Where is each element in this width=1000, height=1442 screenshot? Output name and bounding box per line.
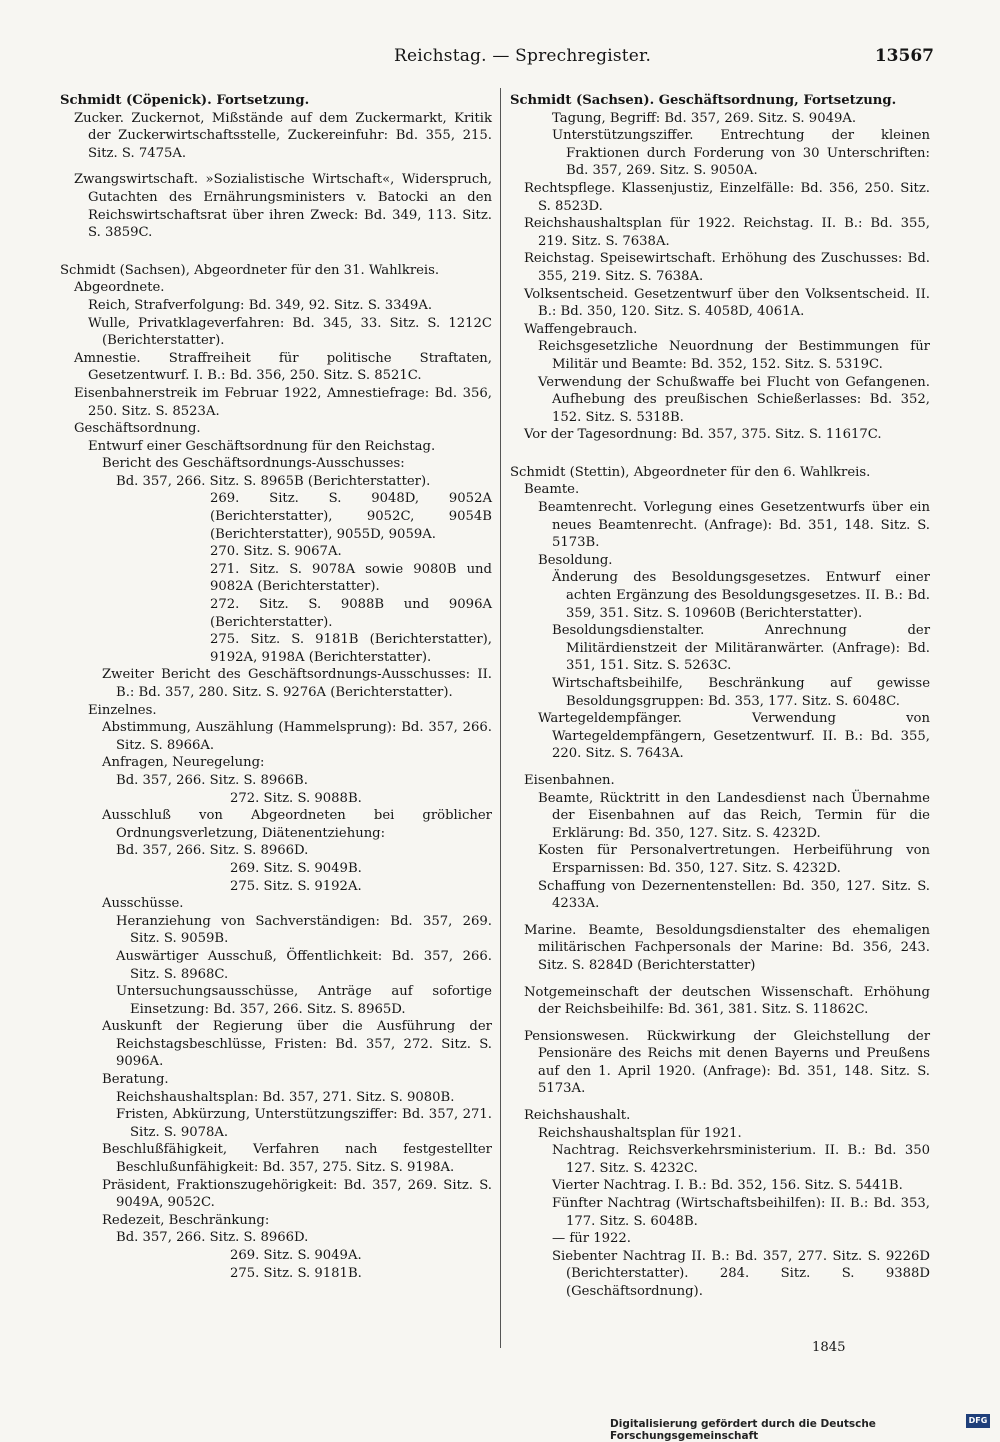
register-entry: Reichsgesetzliche Neuordnung der Bestimmungen für Militär und Beamte: Bd. 352, 152. Sitz. S. 5319C.	[538, 339, 930, 372]
register-entry: 269. Sitz. S. 9049A.	[230, 1248, 362, 1263]
register-entry: Amnestie. Straffreiheit für politische Straftaten, Gesetzentwurf. I. B.: Bd. 356, 250. Sitz. S. 8521C.	[74, 350, 492, 384]
register-entry: Besoldung.	[538, 552, 613, 568]
register-entry: Einzelnes.	[88, 702, 157, 718]
register-entry: Bd. 357, 266. Sitz. S. 8966D.	[116, 843, 309, 859]
register-entry: Redezeit, Beschränkung:	[102, 1212, 270, 1228]
register-entry: Schmidt (Cöpenick). Fortsetzung.	[60, 93, 310, 108]
register-entry: Notgemeinschaft der deutschen Wissenschaft. Erhöhung der Reichsbeihilfe: Bd. 361, 381. Sitz. S. 11862C.	[524, 984, 930, 1018]
register-entry: Waffengebrauch.	[524, 321, 638, 337]
left-column	[60, 92, 492, 1282]
register-entry: 271. Sitz. S. 9078A sowie 9080B und 9082A (Berichterstatter).	[210, 561, 492, 595]
footer-page-number: 1845	[812, 1340, 846, 1355]
register-entry: Fristen, Abkürzung, Unterstützungsziffer: Bd. 357, 271. Sitz. S. 9078A.	[116, 1107, 492, 1140]
register-entry: 269. Sitz. S. 9048D, 9052A (Berichterstatter), 9052C, 9054B (Berichterstatter), 9055D, 9059A.	[210, 491, 492, 542]
register-entry: Reich, Strafverfolgung: Bd. 349, 92. Sitz. S. 3349A.	[88, 297, 433, 313]
register-entry: Zucker. Zuckernot, Mißstände auf dem Zuckermarkt, Kritik der Zuckerwirtschaftsstelle, Zuckereinfuhr: Bd. 355, 215. Sitz. S. 7475A.	[74, 110, 492, 161]
register-entry: 272. Sitz. S. 9088B und 9096A (Berichterstatter).	[210, 597, 492, 630]
register-entry: Fünfter Nachtrag (Wirtschaftsbeihilfen): II. B.: Bd. 353, 177. Sitz. S. 6048B.	[552, 1196, 930, 1229]
register-entry: Reichshaushaltsplan: Bd. 357, 271. Sitz. S. 9080B.	[116, 1089, 455, 1105]
register-entry: Rechtspflege. Klassenjustiz, Einzelfälle: Bd. 356, 250. Sitz. S. 8523D.	[524, 180, 930, 214]
register-entry: Reichshaushaltsplan für 1922. Reichstag. II. B.: Bd. 355, 219. Sitz. S. 7638A.	[524, 216, 930, 249]
register-entry: Volksentscheid. Gesetzentwurf über den Volksentscheid. II. B.: Bd. 350, 120. Sitz. S. 4058D, 4061A.	[524, 286, 930, 320]
register-entry: Beamte.	[524, 482, 580, 498]
dfg-logo: DFG	[966, 1414, 990, 1428]
register-entry: Pensionswesen. Rückwirkung der Gleichstellung der Pensionäre des Reichs mit denen Bayerns und Preußens auf den 1. April 1920. (Anfrage): Bd. 351, 148. Sitz. S. 5173A.	[524, 1028, 930, 1097]
register-entry: Präsident, Fraktionszugehörigkeit: Bd. 357, 269. Sitz. S. 9049A, 9052C.	[102, 1177, 492, 1211]
register-entry: Ausschluß von Abgeordneten bei gröblicher Ordnungsverletzung, Diätenentziehung:	[102, 808, 492, 841]
register-entry: Eisenbahnerstreik im Februar 1922, Amnestiefrage: Bd. 356, 250. Sitz. S. 8523A.	[74, 385, 492, 419]
register-entry: Zweiter Bericht des Geschäftsordnungs-Ausschusses: II. B.: Bd. 357, 280. Sitz. S. 9276A (Berichterstatter).	[102, 667, 492, 700]
register-entry: Bd. 357, 266. Sitz. S. 8965B (Berichterstatter).	[116, 473, 431, 489]
register-entry: 275. Sitz. S. 9192A.	[230, 878, 362, 894]
register-entry: Ausschüsse.	[102, 896, 184, 912]
register-entry: Anfragen, Neuregelung:	[102, 755, 265, 771]
right-column	[510, 92, 930, 1301]
register-entry: 270. Sitz. S. 9067A.	[210, 544, 342, 560]
register-entry: Tagung, Begriff: Bd. 357, 269. Sitz. S. 9049A.	[552, 110, 857, 126]
register-entry: Siebenter Nachtrag II. B.: Bd. 357, 277. Sitz. S. 9226D (Berichterstatter). 284. Sitz. S. 9388D (Geschäftsordnung).	[552, 1248, 930, 1299]
register-entry: Wartegeldempfänger. Verwendung von Wartegeldempfängern, Gesetzentwurf. II. B.: Bd. 355, 220. Sitz. S. 7643A.	[538, 711, 930, 762]
column-divider	[500, 88, 501, 1348]
running-title: Reichstag. — Sprechregister.	[394, 46, 652, 66]
register-entry: Zwangswirtschaft. »Sozialistische Wirtschaft«, Widerspruch, Gutachten des Ernährungsministers v. Batocki an den Reichswirtschaftsrat über ihren Zweck: Bd. 349, 113. Sitz. S. 3859C.	[74, 172, 492, 241]
register-entry: Eisenbahnen.	[524, 772, 615, 788]
register-entry: Unterstützungsziffer. Entrechtung der kleinen Fraktionen durch Forderung von 30 Unterschriften: Bd. 357, 269. Sitz. S. 9050A.	[552, 128, 930, 179]
register-entry: Reichshaushaltsplan für 1921.	[538, 1125, 742, 1141]
register-entry: Reichshaushalt.	[524, 1108, 631, 1124]
register-entry: Marine. Beamte, Besoldungsdienstalter des ehemaligen militärischen Fachpersonals der Marine: Bd. 356, 243. Sitz. S. 8284D (Berichterstatter)	[524, 922, 930, 973]
register-entry: Bd. 357, 266. Sitz. S. 8966D.	[116, 1230, 309, 1246]
page-number: 13567	[874, 46, 934, 66]
register-entry: Auswärtiger Ausschuß, Öffentlichkeit: Bd. 357, 266. Sitz. S. 8968C.	[116, 948, 492, 982]
register-entry: 275. Sitz. S. 9181B.	[230, 1265, 362, 1281]
register-entry: Schaffung von Dezernentenstellen: Bd. 350, 127. Sitz. S. 4233A.	[538, 878, 930, 912]
page-header	[0, 46, 1000, 76]
register-entry: Schmidt (Sachsen), Abgeordneter für den 31. Wahlkreis.	[60, 262, 440, 278]
register-entry: Beamte, Rücktritt in den Landesdienst nach Übernahme der Eisenbahnen auf das Reich, Termin für die Erklärung: Bd. 350, 127. Sitz. S. 4232D.	[538, 790, 930, 841]
register-entry: — für 1922.	[552, 1231, 632, 1247]
register-entry: Schmidt (Stettin), Abgeordneter für den 6. Wahlkreis.	[510, 464, 871, 480]
register-entry: Abstimmung, Auszählung (Hammelsprung): Bd. 357, 266. Sitz. S. 8966A.	[102, 720, 492, 753]
register-entry: 275. Sitz. S. 9181B (Berichterstatter), 9192A, 9198A (Berichterstatter).	[210, 632, 492, 665]
register-entry: Bd. 357, 266. Sitz. S. 8966B.	[116, 772, 308, 788]
register-entry: Heranziehung von Sachverständigen: Bd. 357, 269. Sitz. S. 9059B.	[116, 913, 492, 947]
register-entry: Änderung des Besoldungsgesetzes. Entwurf einer achten Ergänzung des Besoldungsgesetzes. II. B.: Bd. 359, 351. Sitz. S. 10960B (Berichterstatter).	[552, 570, 930, 621]
register-entry: Geschäftsordnung.	[74, 421, 201, 437]
register-entry: Beratung.	[102, 1072, 169, 1088]
register-entry: Wirtschaftsbeihilfe, Beschränkung auf gewisse Besoldungsgruppen: Bd. 353, 177. Sitz. S. 6048C.	[552, 676, 930, 709]
register-entry: Bericht des Geschäftsordnungs-Ausschusses:	[102, 456, 405, 472]
register-entry: Auskunft der Regierung über die Ausführung der Reichstagsbeschlüsse, Fristen: Bd. 357, 272. Sitz. S. 9096A.	[102, 1019, 492, 1070]
register-entry: Verwendung der Schußwaffe bei Flucht von Gefangenen. Aufhebung des preußischen Schießerlasses: Bd. 352, 152. Sitz. S. 5318B.	[538, 374, 930, 425]
register-entry: Wulle, Privatklageverfahren: Bd. 345, 33. Sitz. S. 1212C (Berichterstatter).	[88, 315, 492, 349]
register-entry: Beamtenrecht. Vorlegung eines Gesetzentwurfs über ein neues Beamtenrecht. (Anfrage): Bd. 351, 148. Sitz. S. 5173B.	[538, 500, 930, 551]
register-entry: Abgeordnete.	[74, 280, 165, 296]
register-entry: 269. Sitz. S. 9049B.	[230, 860, 362, 876]
register-entry: Nachtrag. Reichsverkehrsministerium. II. B.: Bd. 350 127. Sitz. S. 4232C.	[552, 1143, 930, 1176]
register-entry: 272. Sitz. S. 9088B.	[230, 790, 362, 806]
register-entry: Reichstag. Speisewirtschaft. Erhöhung des Zuschusses: Bd. 355, 219. Sitz. S. 7638A.	[524, 251, 930, 284]
register-entry: Vierter Nachtrag. I. B.: Bd. 352, 156. Sitz. S. 5441B.	[552, 1178, 903, 1194]
register-entry: Kosten für Personalvertretungen. Herbeiführung von Ersparnissen: Bd. 350, 127. Sitz. S. 4232D.	[538, 843, 930, 876]
register-entry: Schmidt (Sachsen). Geschäftsordnung, Fortsetzung.	[510, 93, 897, 108]
register-entry: Besoldungsdienstalter. Anrechnung der Militärdienstzeit der Militäranwärter. (Anfrage): Bd. 351, 151. Sitz. S. 5263C.	[552, 623, 930, 674]
register-entry: Vor der Tagesordnung: Bd. 357, 375. Sitz. S. 11617C.	[524, 427, 882, 443]
register-entry: Beschlußfähigkeit, Verfahren nach festgestellter Beschlußunfähigkeit: Bd. 357, 275. Sitz. S. 9198A.	[102, 1142, 492, 1176]
digitization-note: Digitalisierung gefördert durch die Deutsche Forschungsgemeinschaft	[610, 1418, 876, 1442]
register-entry: Untersuchungsausschüsse, Anträge auf sofortige Einsetzung: Bd. 357, 266. Sitz. S. 8965D.	[116, 984, 492, 1017]
register-entry: Entwurf einer Geschäftsordnung für den Reichstag.	[88, 438, 436, 454]
